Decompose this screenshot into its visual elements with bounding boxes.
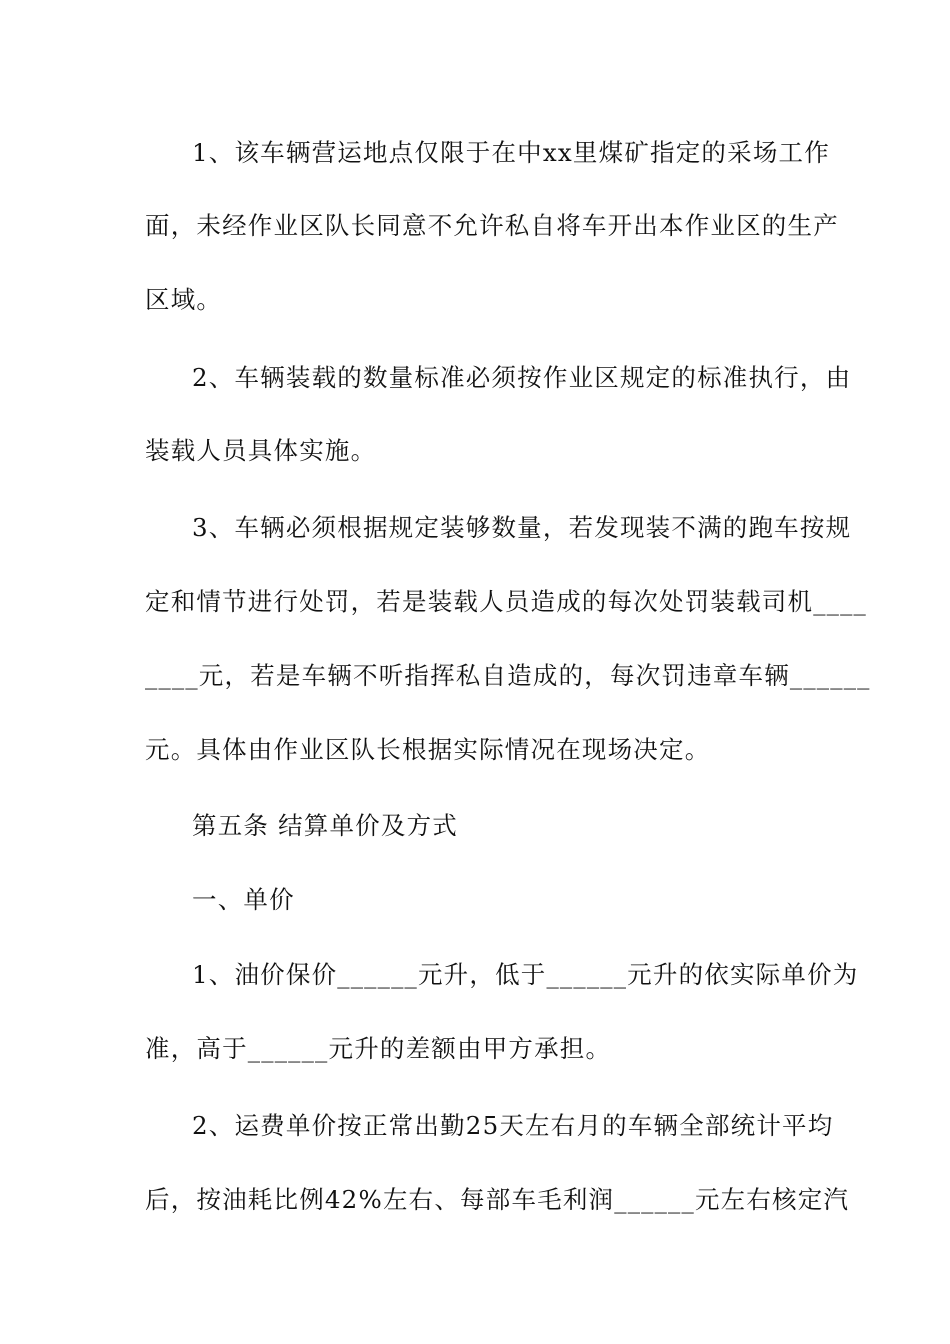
clause-3-line-4: 元。具体由作业区队长根据实际情况在现场决定。 — [145, 735, 711, 764]
price-item-1-line-2: 准，高于______元升的差额由甲方承担。 — [145, 1034, 612, 1063]
clause-3-line-1: 3、车辆必须根据规定装够数量，若发现装不满的跑车按规 — [192, 513, 852, 542]
clause-2-line-2: 装载人员具体实施。 — [145, 436, 377, 465]
price-item-2-line-2: 后，按油耗比例42%左右、每部车毛利润______元左右核定汽 — [145, 1185, 850, 1214]
price-item-1-line-1: 1、油价保价______元升，低于______元升的依实际单价为 — [192, 960, 859, 989]
article-5-heading: 第五条 结算单价及方式 — [192, 811, 458, 840]
clause-1-line-2: 面，未经作业区队长同意不允许私自将车开出本作业区的生产 — [145, 211, 839, 240]
clause-2-line-1: 2、车辆装载的数量标准必须按作业区规定的标准执行，由 — [192, 363, 852, 392]
price-item-2-line-1: 2、运费单价按正常出勤25天左右月的车辆全部统计平均 — [192, 1111, 834, 1140]
section-unit-price-heading: 一、单价 — [192, 885, 295, 914]
clause-1-line-3: 区域。 — [145, 285, 223, 314]
clause-1-line-1: 1、该车辆营运地点仅限于在中xx里煤矿指定的采场工作 — [192, 138, 830, 167]
clause-3-line-3: ____元，若是车辆不听指挥私自造成的，每次罚违章车辆______ — [145, 661, 871, 690]
clause-3-line-2: 定和情节进行处罚，若是装载人员造成的每次处罚装载司机____ — [145, 587, 867, 616]
